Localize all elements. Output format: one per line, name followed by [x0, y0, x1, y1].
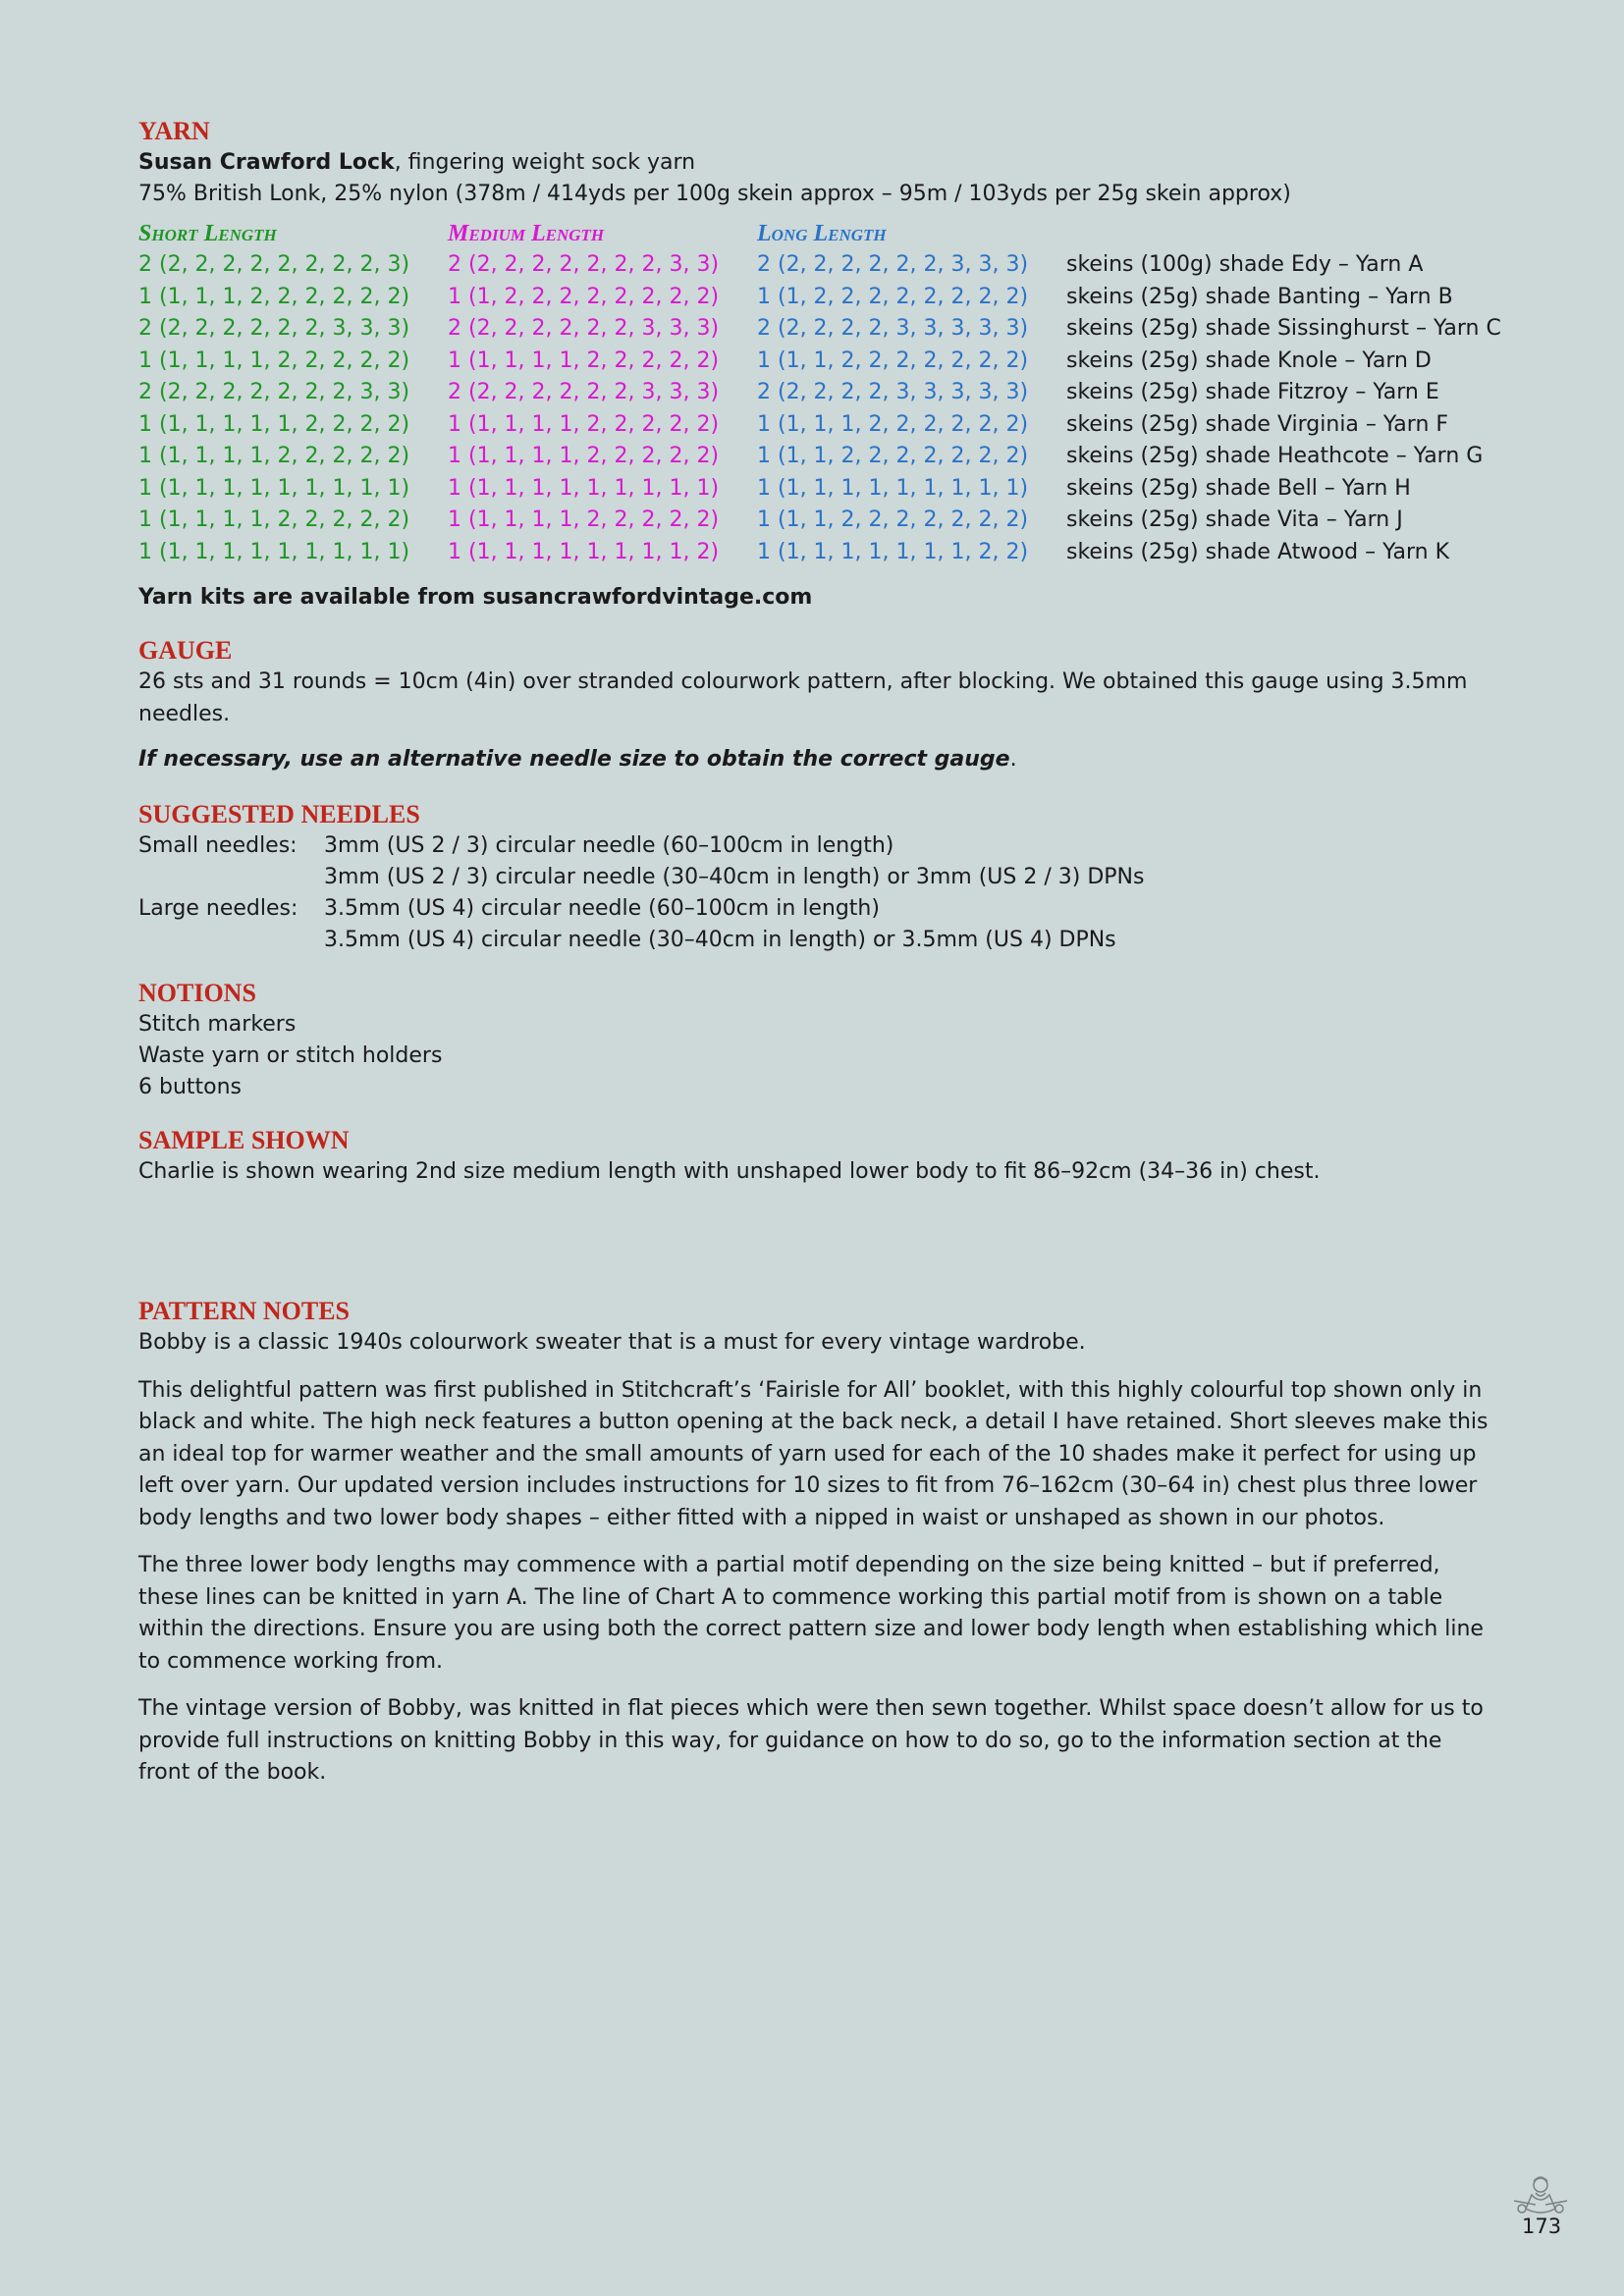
notion-item: 6 buttons	[138, 1075, 243, 1099]
notion-item: Stitch markers	[138, 1012, 297, 1037]
needle-value: 3.5mm (US 4) circular needle (30–40cm in length) or 3.5mm (US 4) DPNs	[324, 928, 1116, 952]
yarn-b-medium: 1 (1, 2, 2, 2, 2, 2, 2, 2, 2)	[448, 284, 720, 309]
notions-heading: NOTIONS	[138, 979, 256, 1007]
needle-label: Small needles:	[138, 833, 298, 858]
page-number: 173	[1522, 2215, 1562, 2238]
yarn-e-medium: 2 (2, 2, 2, 2, 2, 2, 3, 3, 3)	[448, 380, 720, 404]
pattern-notes-paragraph: Bobby is a classic 1940s colourwork sweater that is a must for every vintage wardrobe.	[138, 1330, 1086, 1355]
yarn-c-desc: skeins (25g) shade Sissinghurst – Yarn C	[1066, 316, 1501, 341]
gauge-note-end: .	[1009, 747, 1017, 772]
gauge-section	[138, 635, 1493, 775]
yarn-brand-name: Susan Crawford Lock	[138, 150, 395, 175]
yarn-section	[138, 116, 1501, 614]
pattern-notes-section	[138, 1296, 1493, 1789]
yarn-d-desc: skeins (25g) shade Knole – Yarn D	[1066, 347, 1432, 373]
yarn-composition: 75% British Lonk, 25% nylon (378m / 414yds per 100g skein approx – 95m / 103yds per 25g skein approx)	[138, 182, 1291, 206]
yarn-j-desc: skeins (25g) shade Vita – Yarn J	[1066, 507, 1403, 532]
yarn-e-desc: skeins (25g) shade Fitzroy – Yarn E	[1066, 380, 1439, 404]
pattern-notes-paragraph: The vintage version of Bobby, was knitted in flat pieces which were then sewn together. Whilst space doesn’t allow for us to provide full instructions on knitting Bobby in this way, for guidance on how to do so, go to the information section at the front of the book.	[138, 1696, 1484, 1785]
yarn-brand-desc: , fingering weight sock yarn	[394, 150, 696, 175]
yarn-d-medium: 1 (1, 1, 1, 1, 2, 2, 2, 2, 2)	[448, 347, 720, 373]
pattern-notes-paragraph: The three lower body lengths may commence with a partial motif depending on the size being knitted – but if preferred, these lines can be knitted in yarn A. The line of Chart A to commence working this partial motif from is shown on a table within the directions. Ensure you are using both the correct pattern size and lower body length when establishing which line to commence working from.	[138, 1553, 1484, 1674]
gauge-text: 26 sts and 31 rounds = 10cm (4in) over stranded colourwork pattern, after blocking. We obtained this gauge using 3.5mm needles.	[138, 669, 1468, 726]
yarn-brand-line	[138, 147, 1493, 179]
yarn-d-long: 1 (1, 1, 2, 2, 2, 2, 2, 2, 2)	[757, 347, 1029, 373]
yarn-b-short: 1 (1, 1, 1, 2, 2, 2, 2, 2, 2)	[138, 284, 410, 309]
needle-value: 3.5mm (US 4) circular needle (60–100cm in length)	[324, 896, 880, 921]
yarn-f-desc: skeins (25g) shade Virginia – Yarn F	[1066, 411, 1449, 437]
needles-heading: SUGGESTED NEEDLES	[138, 800, 420, 828]
header-spacer	[1066, 218, 1508, 249]
yarn-h-desc: skeins (25g) shade Bell – Yarn H	[1066, 475, 1411, 501]
gauge-note-bold: If necessary, use an alternative needle size to obtain the correct gauge	[138, 747, 1010, 772]
yarn-heading: YARN	[138, 117, 210, 145]
gauge-heading: GAUGE	[138, 636, 233, 665]
yarn-quantity-table	[138, 218, 1501, 568]
header-short-length: Short Length	[138, 221, 277, 246]
needles-section	[138, 799, 1493, 956]
yarn-a-long: 2 (2, 2, 2, 2, 2, 2, 3, 3, 3)	[757, 252, 1029, 277]
yarn-h-long: 1 (1, 1, 1, 1, 1, 1, 1, 1, 1)	[757, 475, 1029, 501]
yarn-g-long: 1 (1, 1, 2, 2, 2, 2, 2, 2, 2)	[757, 444, 1029, 468]
yarn-h-short: 1 (1, 1, 1, 1, 1, 1, 1, 1, 1)	[138, 475, 410, 501]
gauge-note	[138, 744, 1493, 775]
sample-text: Charlie is shown wearing 2nd size medium length with unshaped lower body to fit 86–92cm (34–36 in) chest.	[138, 1159, 1321, 1184]
yarn-j-long: 1 (1, 1, 2, 2, 2, 2, 2, 2, 2)	[757, 507, 1029, 532]
yarn-b-desc: skeins (25g) shade Banting – Yarn B	[1066, 284, 1453, 309]
yarn-e-short: 2 (2, 2, 2, 2, 2, 2, 2, 3, 3)	[138, 380, 410, 404]
needle-label	[138, 925, 324, 956]
yarn-g-medium: 1 (1, 1, 1, 1, 2, 2, 2, 2, 2)	[448, 444, 720, 468]
yarn-c-medium: 2 (2, 2, 2, 2, 2, 2, 3, 3, 3)	[448, 316, 720, 341]
yarn-b-long: 1 (1, 2, 2, 2, 2, 2, 2, 2, 2)	[757, 284, 1029, 309]
notion-item: Waste yarn or stitch holders	[138, 1043, 443, 1068]
yarn-g-desc: skeins (25g) shade Heathcote – Yarn G	[1066, 444, 1484, 468]
header-long-length: Long Length	[757, 221, 887, 246]
needle-label	[138, 862, 324, 893]
pattern-notes-paragraph: This delightful pattern was first published in Stitchcraft’s ‘Fairisle for All’ booklet, with this highly colourful top shown only in black and white. The high neck features a button opening at the back neck, a detail I have retained. Short sleeves make this an ideal top for warmer weather and the small amounts of yarn used for each of the 10 shades make it perfect for using up left over yarn. Our updated version includes instructions for 10 sizes to fit from 76–162cm (30–64 in) chest plus three lower body lengths and two lower body shapes – either fitted with a nipped in waist or unshaped as shown in our photos.	[138, 1377, 1489, 1530]
yarn-g-short: 1 (1, 1, 1, 1, 2, 2, 2, 2, 2)	[138, 444, 410, 468]
yarn-a-desc: skeins (100g) shade Edy – Yarn A	[1066, 252, 1424, 277]
yarn-c-short: 2 (2, 2, 2, 2, 2, 2, 3, 3, 3)	[138, 316, 410, 341]
yarn-k-long: 1 (1, 1, 1, 1, 1, 1, 1, 2, 2)	[757, 539, 1029, 564]
yarn-h-medium: 1 (1, 1, 1, 1, 1, 1, 1, 1, 1)	[448, 475, 720, 501]
yarn-d-short: 1 (1, 1, 1, 1, 2, 2, 2, 2, 2)	[138, 347, 410, 373]
page-content	[138, 116, 1501, 1789]
sample-section	[138, 1125, 1493, 1188]
needle-value: 3mm (US 2 / 3) circular needle (60–100cm in length)	[324, 833, 894, 858]
pattern-notes-heading: PATTERN NOTES	[138, 1297, 351, 1325]
yarn-f-medium: 1 (1, 1, 1, 1, 2, 2, 2, 2, 2)	[448, 411, 720, 437]
needle-label: Large needles:	[138, 896, 298, 921]
needle-value: 3mm (US 2 / 3) circular needle (30–40cm in length) or 3mm (US 2 / 3) DPNs	[324, 865, 1145, 889]
yarn-f-long: 1 (1, 1, 1, 2, 2, 2, 2, 2, 2)	[757, 411, 1029, 437]
yarn-j-medium: 1 (1, 1, 1, 1, 2, 2, 2, 2, 2)	[448, 507, 720, 532]
yarn-c-long: 2 (2, 2, 2, 2, 3, 3, 3, 3, 3)	[757, 316, 1029, 341]
needles-list	[138, 830, 1493, 956]
sample-heading: SAMPLE SHOWN	[138, 1126, 350, 1154]
yarn-k-medium: 1 (1, 1, 1, 1, 1, 1, 1, 1, 2)	[448, 539, 720, 564]
header-medium-length: Medium Length	[448, 221, 605, 246]
yarn-k-short: 1 (1, 1, 1, 1, 1, 1, 1, 1, 1)	[138, 539, 410, 564]
yarn-e-long: 2 (2, 2, 2, 2, 3, 3, 3, 3, 3)	[757, 380, 1029, 404]
notions-section	[138, 978, 1493, 1103]
yarn-a-medium: 2 (2, 2, 2, 2, 2, 2, 2, 3, 3)	[448, 252, 720, 277]
yarn-k-desc: skeins (25g) shade Atwood – Yarn K	[1066, 539, 1450, 564]
yarn-j-short: 1 (1, 1, 1, 1, 2, 2, 2, 2, 2)	[138, 507, 410, 532]
yarn-f-short: 1 (1, 1, 1, 1, 1, 2, 2, 2, 2)	[138, 411, 410, 437]
yarn-kits-note: Yarn kits are available from susancrawfordvintage.com	[138, 585, 813, 610]
yarn-a-short: 2 (2, 2, 2, 2, 2, 2, 2, 2, 3)	[138, 252, 410, 277]
